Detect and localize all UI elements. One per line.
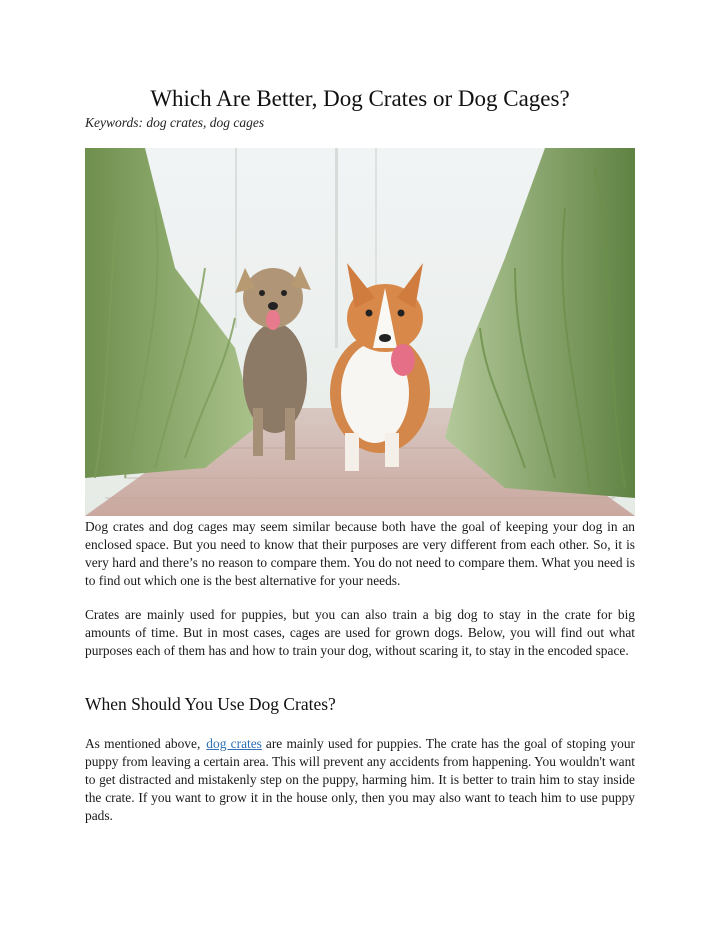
paragraph-intro: Dog crates and dog cages may seem similar because both have the goal of keeping your dog in an enclosed space. But you need to know that their purposes are very different from each other. So, it is very hard and there’s no reason to compare them. You do not need to compare them. What you need is to find out which one is the best alternative for your needs. [85,519,635,588]
article-title: Which Are Better, Dog Crates or Dog Cages? [150,86,570,111]
paragraph-when-crates [85,735,635,825]
dogs-photo-icon [85,148,635,516]
article-photo [85,148,635,516]
dog-crates-link[interactable]: dog crates [206,736,262,751]
paragraph-text-before-link: As mentioned above, [85,736,201,751]
paragraph-text-after-link: are mainly used for puppies. The crate has the goal of stoping your puppy from leaving a certain area. This will prevent any accidents from happening. You wouldn't want to get distracted and mistakenly step on the puppy, harming him. It is better to train him to stay inside the crate. If you want to grow it in the house only, then you may also want to teach him to use puppy pads. [85,736,635,823]
paragraph-crates-usage: Crates are mainly used for puppies, but you can also train a big dog to stay in the crate for big amounts of time. But in most cases, cages are used for grown dogs. Below, you will find out what purposes each of them has and how to train your dog, without scaring it, to stay in the encoded space. [85,607,635,658]
article-keywords: Keywords: dog crates, dog cages [85,115,265,130]
section-heading: When Should You Use Dog Crates? [85,694,336,714]
